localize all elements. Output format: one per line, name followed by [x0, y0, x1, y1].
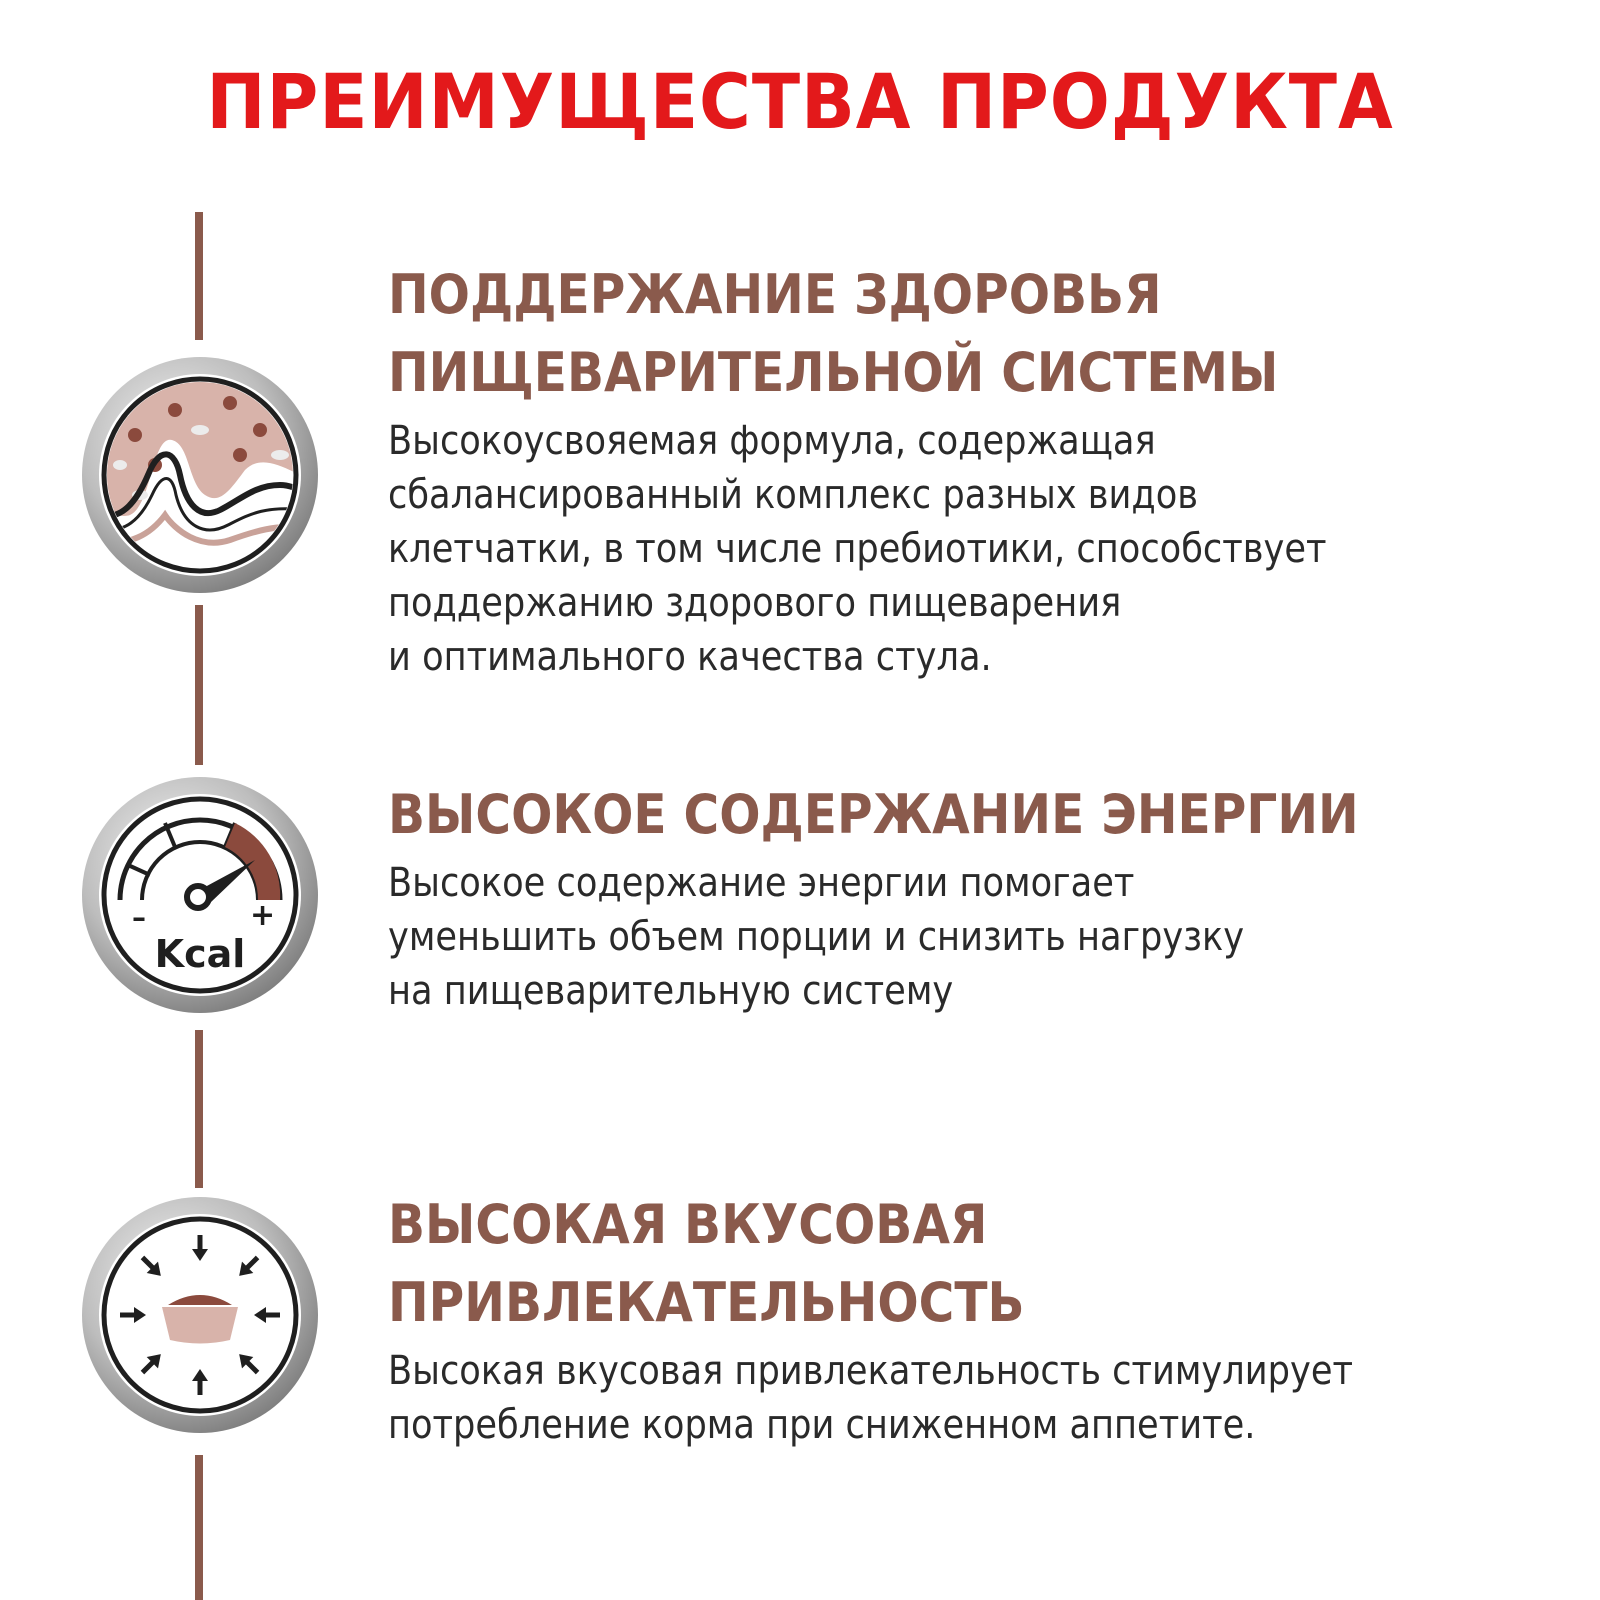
timeline-segment [195, 212, 203, 340]
benefit-text-line: уменьшить объем порции и снизить нагрузку [388, 914, 1245, 960]
benefit-title-line: ВЫСОКАЯ ВКУСОВАЯ [388, 1193, 988, 1256]
benefit-title-line: ПИЩЕВАРИТЕЛЬНОЙ СИСТЕМЫ [388, 341, 1279, 404]
benefit-title-line: ПРИВЛЕКАТЕЛЬНОСТЬ [388, 1271, 1025, 1334]
kcal-label: Kcal [154, 932, 246, 976]
benefit-text-line: Высокая вкусовая привлекательность стимулирует [388, 1348, 1353, 1394]
benefit-description [388, 414, 1435, 684]
benefit-title [388, 1186, 1459, 1342]
benefit-text-line: сбалансированный комплекс разных видов [388, 472, 1199, 518]
benefit-text-line: Высокое содержание энергии помогает [388, 860, 1135, 906]
benefit-text-line: потребление корма при сниженном аппетите. [388, 1402, 1256, 1448]
timeline-segment [195, 605, 203, 765]
benefit-text-line: на пищеварительную систему [388, 968, 954, 1014]
timeline-segment [195, 1030, 203, 1188]
benefit-palatability [388, 1186, 1578, 1452]
benefit-digestion [388, 256, 1578, 684]
palatability-bowl-icon [80, 1195, 320, 1435]
digestion-icon [80, 355, 320, 595]
benefit-description [388, 1344, 1435, 1452]
svg-text:+: + [250, 898, 276, 933]
benefit-title [388, 776, 1459, 854]
benefit-text-line: и оптимального качества стула. [388, 634, 992, 680]
benefit-description [388, 856, 1435, 1018]
benefit-text-line: Высокоусвояемая формула, содержащая [388, 418, 1156, 464]
benefit-title-line: ВЫСОКОЕ СОДЕРЖАНИЕ ЭНЕРГИИ [388, 783, 1359, 846]
benefit-energy [388, 776, 1578, 1018]
benefit-text-line: клетчатки, в том числе пребиотики, способствует [388, 526, 1327, 572]
benefit-title-line: ПОДДЕРЖАНИЕ ЗДОРОВЬЯ [388, 263, 1162, 326]
benefit-text-line: поддержанию здорового пищеварения [388, 580, 1122, 626]
svg-text:–: – [132, 901, 146, 934]
page-title: ПРЕИМУЩЕСТВА ПРОДУКТА [206, 57, 1394, 146]
timeline-segment [195, 1455, 203, 1600]
energy-gauge-icon [80, 775, 320, 1015]
benefit-title [388, 256, 1459, 412]
